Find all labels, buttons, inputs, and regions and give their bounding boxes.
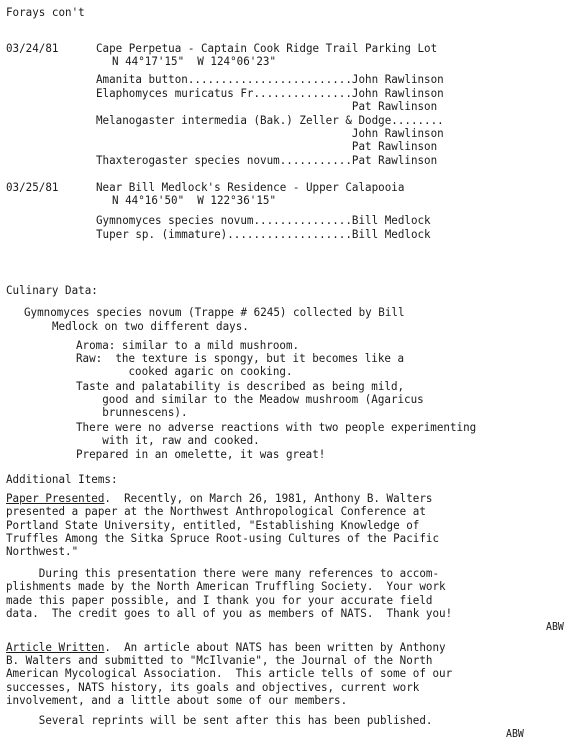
culinary-note: cooked agaric on cooking. bbox=[76, 364, 293, 378]
paper-line: presented a paper at the Northwest Anthropological Conference at bbox=[6, 504, 426, 518]
foray-coords: N 44°17'15" W 124°06'23" bbox=[112, 54, 277, 68]
paper-para2-line: made this paper possible, and I thank you for your accurate field bbox=[6, 593, 433, 607]
culinary-note: good and similar to the Meadow mushroom (Agaricus bbox=[76, 392, 424, 406]
culinary-note: Taste and palatability is described as being mild, bbox=[76, 379, 405, 393]
culinary-note: Prepared in an omelette, it was great! bbox=[76, 447, 326, 461]
foray-location: Near Bill Medlock's Residence - Upper Calapooia bbox=[96, 180, 405, 194]
culinary-intro: Gymnomyces species novum (Trappe # 6245) collected by Bill bbox=[24, 305, 405, 319]
article-line: successes, NATS history, its goals and objectives, current work bbox=[6, 680, 420, 694]
foray-date: 03/25/81 bbox=[6, 180, 59, 194]
paper-para2-line: data. The credit goes to all of you as members of NATS. Thank you! bbox=[6, 606, 453, 620]
paper-title: Paper Presented bbox=[6, 491, 105, 505]
specimen-line: Melanogaster intermedia (Bak.) Zeller & Dodge........ bbox=[96, 113, 444, 127]
article-para2: Several reprints will be sent after this has been published. bbox=[6, 713, 433, 727]
culinary-intro: Medlock on two different days. bbox=[52, 319, 249, 333]
foray-date: 03/24/81 bbox=[6, 41, 59, 55]
page-header: Forays con't bbox=[6, 5, 85, 19]
culinary-heading: Culinary Data: bbox=[6, 283, 98, 297]
specimen-line: John Rawlinson bbox=[96, 126, 444, 140]
foray-coords: N 44°16'50" W 122°36'15" bbox=[112, 193, 277, 207]
paper-para2-line: During this presentation there were many references to accom- bbox=[6, 566, 440, 580]
paper-line: Northwest." bbox=[6, 544, 79, 558]
culinary-note: Raw: the texture is spongy, but it becomes like a bbox=[76, 351, 405, 365]
article-line: B. Walters and submitted to "McIlvanie", the Journal of the North bbox=[6, 653, 433, 667]
paper-signature: ABW bbox=[546, 621, 564, 633]
article-signature: ABW bbox=[506, 728, 524, 740]
foray-location: Cape Perpetua - Captain Cook Ridge Trail Parking Lot bbox=[96, 41, 438, 55]
article-first-rest: . An article about NATS has been written by Anthony bbox=[104, 640, 446, 654]
paper-para2-line: plishments made by the North American Truffling Society. Your work bbox=[6, 579, 446, 593]
additional-heading: Additional Items: bbox=[6, 472, 118, 486]
culinary-note: with it, raw and cooked. bbox=[76, 433, 260, 447]
article-line: American Mycological Association. This article tells of some of our bbox=[6, 666, 453, 680]
paper-line: Truffles Among the Sitka Spruce Root-using Cultures of the Pacific bbox=[6, 531, 440, 545]
specimen-line: Gymnomyces species novum...............Bill Medlock bbox=[96, 213, 431, 227]
culinary-note: There were no adverse reactions with two people experimenting bbox=[76, 420, 477, 434]
article-title: Article Written bbox=[6, 640, 105, 654]
specimen-line: Tuper sp. (immature)...................Bill Medlock bbox=[96, 227, 431, 241]
specimen-line: Amanita button.........................John Rawlinson bbox=[96, 72, 444, 86]
specimen-line: Pat Rawlinson bbox=[96, 99, 438, 113]
culinary-note: Aroma: similar to a mild mushroom. bbox=[76, 338, 300, 352]
article-line: involvement, and a little about some of our members. bbox=[6, 693, 348, 707]
specimen-line: Pat Rawlinson bbox=[96, 139, 438, 153]
paper-first-rest: . Recently, on March 26, 1981, Anthony B. Walters bbox=[104, 491, 433, 505]
specimen-line: Thaxterogaster species novum...........Pat Rawlinson bbox=[96, 153, 438, 167]
specimen-line: Elaphomyces muricatus Fr...............John Rawlinson bbox=[96, 86, 444, 100]
paper-line: Portland State University, entitled, "Establishing Knowledge of bbox=[6, 518, 420, 532]
culinary-note: brunnescens). bbox=[76, 405, 188, 419]
